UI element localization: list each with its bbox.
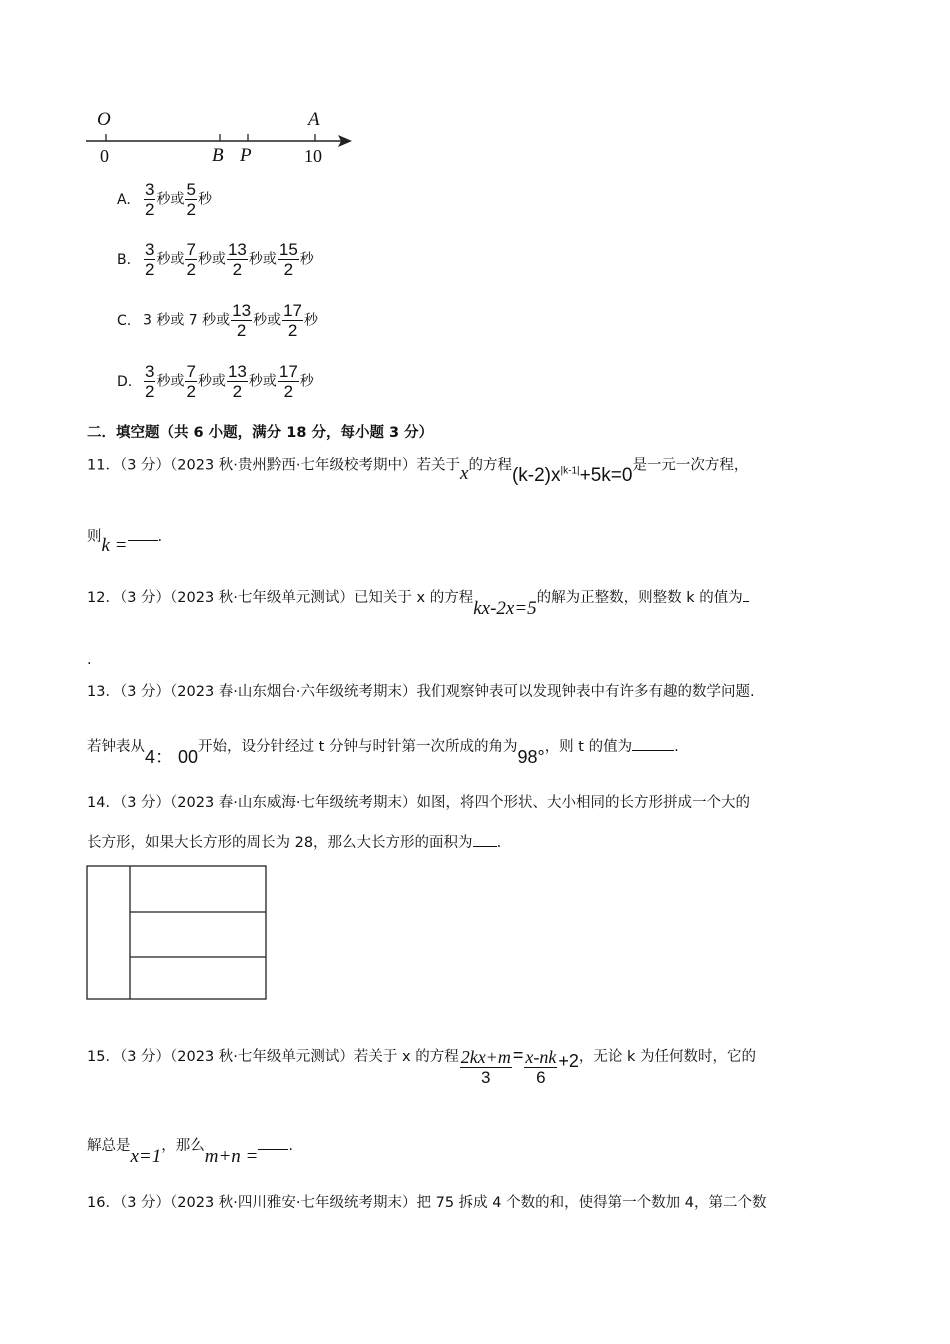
q11-k: k = [101,535,128,556]
q14-end: . [496,835,502,851]
point-b-label: B [212,145,224,166]
answer-blank[interactable] [473,846,497,847]
fraction: $\frac{13}{2}$ [227,240,247,279]
fraction: $\frac{13}{2}$ [227,362,247,401]
q15-end: . [288,1138,293,1154]
question-14-line2 [87,833,501,853]
option-text: 秒 [299,373,314,390]
answer-blank[interactable] [632,750,674,751]
option-label: B. [117,251,132,268]
q11-var: x [460,463,469,485]
option-text: 秒或 [156,373,185,390]
q15-fraction-right: $\frac{x-nk}{6}$ [525,1047,557,1087]
option-text: 秒 [304,312,319,329]
q15-equals: = [512,1045,524,1065]
tick-zero: 0 [100,146,109,166]
rectangle-figure [87,866,266,999]
fraction: $\frac{17}{2}$ [283,301,303,340]
question-13-line2 [87,735,679,767]
q15-text2: ，无论 k 为任何数时，它的 [578,1049,756,1065]
option-text: 秒或 [156,191,185,208]
option-label: C. [117,312,132,329]
option-text: 秒或 [248,251,277,268]
q13-angle: 98° [517,747,545,767]
fraction: $\frac{5}{2}$ [186,180,196,219]
question-13: 13．（3 分）（2023 春·山东烟台·六年级统考期末）我们观察钟表可以发现钟表中有许多有趣的数学问题. [87,684,755,700]
question-11-line2 [87,526,163,556]
option-text: 秒或 [253,312,282,329]
option-text: 秒或 [248,373,277,390]
answer-blank[interactable] [128,540,158,541]
q13-end: . [674,739,679,755]
q15-text4: ，那么 [161,1138,205,1154]
option-text: 秒或 [197,251,226,268]
q14-text: 长方形，如果大长方形的周长为 28，那么大长方形的面积为 [87,835,473,851]
q15-text3: 解总是 [87,1138,131,1154]
q11-text: 11．（3 分）（2023 秋·贵州黔西·七年级校考期中）若关于 [87,457,461,474]
fraction: $\frac{3}{2}$ [145,180,155,219]
question-12 [87,587,749,619]
option-d[interactable] [117,362,314,401]
option-b[interactable] [117,240,314,279]
point-a-label: A [308,109,320,130]
option-text: 秒 [197,191,212,208]
option-text: 3 秒或 7 秒或 [143,312,231,329]
fraction: $\frac{3}{2}$ [145,240,155,279]
q15-fraction-left: $\frac{2kx+m}{3}$ [460,1047,511,1087]
question-14: 14．（3 分）（2023 春·山东威海·七年级统考期末）如图，将四个形状、大小相同的长方形拼成一个大的 [87,795,751,811]
q13-text3: ，则 t 的值为 [544,739,633,755]
q11-text2: 的方程 [468,457,512,474]
option-c[interactable] [117,301,318,340]
fraction: $\frac{13}{2}$ [232,301,252,340]
q11-text3: 是一元一次方程， [632,457,749,474]
question-15 [87,1045,756,1087]
q12-equation: kx-2x=5 [473,598,537,619]
q15-mn: m+n = [204,1146,259,1167]
point-o-label: O [97,109,111,130]
fraction: $\frac{7}{2}$ [186,240,196,279]
fraction: $\frac{17}{2}$ [278,362,298,401]
q12-text: 12．（3 分）（2023 秋·七年级单元测试）已知关于 x 的方程 [87,590,474,606]
q13-text: 若钟表从 [87,739,145,755]
option-label: D. [117,373,133,390]
point-p-label: P [240,145,252,166]
question-16: 16．（3 分）（2023 秋·四川雅安·七年级统考期末）把 75 拆成 4 个数的和，使得第一个数加 4，第二个数 [87,1195,767,1211]
q15-x1: x=1 [130,1146,162,1167]
q11-ze: 则 [87,529,102,545]
q13-time: 4： 00 [145,747,199,767]
answer-blank[interactable] [743,601,749,602]
fraction: $\frac{7}{2}$ [186,362,196,401]
option-text: 秒或 [197,373,226,390]
question-15-line2 [87,1135,293,1167]
fraction: $\frac{15}{2}$ [278,240,298,279]
question-11 [87,450,749,487]
fraction: $\frac{3}{2}$ [145,362,155,401]
option-text: 秒 [299,251,314,268]
tick-ten: 10 [304,146,322,166]
option-text: 秒或 [156,251,185,268]
q12-text2: 的解为正整数，则整数 k 的值为 [536,590,743,606]
option-label: A. [117,191,131,208]
q15-text: 15．（3 分）（2023 秋·七年级单元测试）若关于 x 的方程 [87,1049,459,1065]
q13-text2: 开始，设分针经过 t 分钟与时针第一次所成的角为 [198,739,518,755]
q15-plus-two: +2 [558,1051,579,1071]
section-heading: 二．填空题（共 6 小题，满分 18 分，每小题 3 分） [87,425,434,441]
answer-blank[interactable] [258,1149,288,1150]
q11-end: . [157,529,163,545]
option-a[interactable] [117,180,212,219]
q11-equation: $(k-2)x^{|k-1|}+5k=0$ [511,465,633,487]
q12-dot: . [87,652,92,668]
